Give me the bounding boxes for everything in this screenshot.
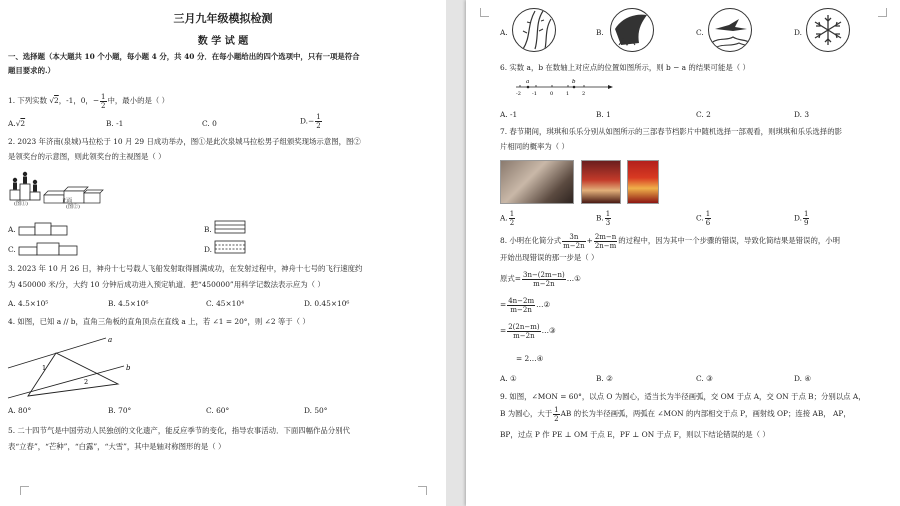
solar-term-image-b[interactable]: [610, 8, 654, 52]
q1-option-c[interactable]: C. 0: [202, 119, 217, 128]
question-7-line2: 片相同的概率为（ ）: [500, 142, 569, 151]
question-4: 4. 如图，已知 a // b，直角三角板的直角顶点在直线 a 上，若 ∠1 = 20°，则 ∠2 等于（ ）: [8, 317, 310, 326]
q5-option-b[interactable]: B.: [596, 28, 604, 37]
q8-step-4: = 2…④: [516, 354, 544, 363]
question-2-line2: 是领奖台的示意图，则此领奖台的主视图是（ ）: [8, 152, 166, 161]
number-line-figure: [514, 77, 614, 97]
q5-option-d[interactable]: D.: [794, 28, 803, 37]
question-6: 6. 实数 a，b 在数轴上对应点的位置如图所示，则 b − a 的结果可能是（ ）: [500, 63, 750, 72]
solar-term-image-c[interactable]: [708, 8, 752, 52]
q3-option-d[interactable]: D. 0.45×10⁶: [304, 299, 350, 308]
exam-page-left: [0, 0, 446, 506]
q1-fraction: $\frac{1}{2}$: [101, 92, 106, 110]
q8-option-d[interactable]: D. ④: [794, 374, 811, 383]
q7-option-c[interactable]: C. $\frac{1}{6}$: [696, 210, 711, 227]
exam-subject: 数 学 试 题: [197, 36, 249, 47]
svg-text:2: 2: [84, 378, 89, 386]
movie-poster-1: [500, 160, 574, 204]
q2-option-d-figure[interactable]: [214, 240, 248, 254]
q4-option-c[interactable]: C. 60°: [206, 406, 230, 415]
exam-page-right: [466, 0, 900, 506]
question-1: 1. 下列实数 √2，-1，0，− $\frac{1}{2}$ 中，最小的是（ ）: [8, 92, 169, 110]
q3-option-c[interactable]: C. 45×10⁴: [206, 299, 245, 308]
q3-option-b[interactable]: B. 4.5×10⁶: [108, 299, 149, 308]
q7-option-d[interactable]: D. $\frac{1}{9}$: [794, 210, 809, 227]
q5-option-c[interactable]: C.: [696, 28, 704, 37]
movie-poster-2: [581, 160, 621, 204]
q2-option-a[interactable]: A.: [8, 225, 16, 234]
q1-option-a[interactable]: A.√2: [8, 119, 26, 128]
page-corner-mark: [418, 486, 427, 495]
movie-poster-3: [627, 160, 659, 204]
section1-heading-cont: 题目要求的.）: [8, 66, 55, 75]
q1-mid: ，-1，0，: [58, 96, 93, 105]
q4-option-d[interactable]: D. 50°: [304, 406, 328, 415]
svg-text:1: 1: [566, 91, 570, 97]
q1-option-b[interactable]: B. -1: [106, 119, 124, 128]
svg-text:-2: -2: [516, 91, 521, 97]
q6-option-b[interactable]: B. 1: [596, 110, 611, 119]
q2-option-b[interactable]: B.: [204, 225, 212, 234]
q2-option-c[interactable]: C.: [8, 245, 16, 254]
q5-option-a[interactable]: A.: [500, 28, 508, 37]
q4-option-b[interactable]: B. 70°: [108, 406, 132, 415]
question-9-line1: 9. 如图，∠MON = 60°，以点 O 为圆心，适当长为半径画弧，交 OM 于点 A，交 ON 于点 B；分别以点 A，: [500, 392, 866, 401]
svg-text:b: b: [572, 79, 576, 85]
q8-option-b[interactable]: B. ②: [596, 374, 613, 383]
q1-sqrt: √2: [49, 96, 59, 105]
q6-option-c[interactable]: C. 2: [696, 110, 711, 119]
section1-heading: 一、选择题（本大题共 10 个小题，每小题 4 分，共 40 分．在每小题给出的四个选项中，只有一项是符合: [8, 52, 360, 61]
q2-option-a-figure[interactable]: [18, 222, 78, 236]
q8-step-1: 原式= $\frac{3n-(2m-n)}{m-2n}$ …①: [500, 270, 581, 288]
svg-text:0: 0: [550, 91, 554, 97]
q7-option-a[interactable]: A. $\frac{1}{2}$: [500, 210, 515, 227]
q8-step-3: = $\frac{2(2n-m)}{m-2n}$ …③: [500, 322, 556, 340]
front-view-label: 正面: [62, 198, 73, 204]
q1-option-d[interactable]: D.− $\frac{1}{2}$: [300, 113, 321, 130]
q3-option-a[interactable]: A. 4.5×10⁵: [8, 299, 49, 308]
question-3-line1: 3. 2023 年 10 月 26 日，神舟十七号载人飞船发射取得圆满成功，在发射过程中，神舟十七号的飞行速度约: [8, 264, 363, 273]
question-5-line2: 表“立春”，“芒种”，“白露”，“大雪”，其中是轴对称图形的是（ ）: [8, 442, 226, 451]
q8-option-c[interactable]: C. ③: [696, 374, 713, 383]
page-corner-mark: [480, 8, 489, 17]
figure-2-caption: (图②): [66, 204, 80, 210]
q2-option-d[interactable]: D.: [204, 245, 213, 254]
q6-option-a[interactable]: A. -1: [500, 110, 518, 119]
page-corner-mark: [20, 486, 29, 495]
q8-step-2: = $\frac{4n-2m}{m-2n}$ …②: [500, 296, 551, 314]
question-9-line3: BP，过点 P 作 PE ⊥ OM 于点 E，PF ⊥ ON 于点 F，则以下结论错误的是（ ）: [500, 430, 770, 439]
svg-text:a: a: [108, 336, 113, 344]
solar-term-image-a[interactable]: [512, 8, 556, 52]
question-8-line2: 开始出现错误的那一步是（ ）: [500, 253, 599, 262]
exam-title: 三月九年级模拟检测: [173, 12, 273, 25]
q4-option-a[interactable]: A. 80°: [8, 406, 32, 415]
svg-text:1: 1: [42, 364, 47, 372]
page-corner-mark: [878, 8, 887, 17]
q4-parallel-lines-figure: [6, 334, 146, 400]
page-separator: [446, 0, 466, 506]
q1-suffix: 中，最小的是（ ）: [107, 96, 169, 105]
question-7-line1: 7. 春节期间，琪琪和乐乐分别从如图所示的三部春节档影片中随机选择一部观看，则琪琪和乐乐选择的影: [500, 127, 842, 136]
q2-option-b-figure[interactable]: [214, 220, 248, 234]
svg-text:-1: -1: [532, 91, 537, 97]
q2-option-c-figure[interactable]: [18, 242, 80, 256]
q1-prefix: 1. 下列实数: [8, 96, 47, 105]
q8-option-a[interactable]: A. ①: [500, 374, 517, 383]
figure-1-caption: (图①): [14, 201, 28, 207]
question-3-line2: 为 450000 米/分，大约 10 分钟后成功进入预定轨道．把“450000”用科学记数法表示应为（ ）: [8, 280, 325, 289]
question-8-line1: 8. 小明在化简分式 $\frac{3n}{m-2n}$ + $\frac{2m-n}{2n-m}$ 的过程中，因为其中一个步骤的错误，导致化简结果是错误的，小明: [500, 232, 841, 250]
question-9-line2: B 为圆心，大于 $\frac{1}{2}$ AB 的长为半径画弧，两弧在 ∠MON 的内部相交于点 P，画射线 OP；连接 AB， AP，: [500, 405, 851, 423]
question-5-line1: 5. 二十四节气是中国劳动人民独创的文化遗产，能反应季节的变化，指导农事活动．下面四幅作品分别代: [8, 426, 350, 435]
solar-term-image-d[interactable]: [806, 8, 850, 52]
podium-figure-1: [8, 170, 44, 204]
svg-text:a: a: [526, 79, 530, 85]
svg-text:b: b: [126, 364, 131, 372]
svg-text:2: 2: [582, 91, 586, 97]
question-2-line1: 2. 2023 年济南(泉城)马拉松于 10 月 29 日成功举办，图①是此次泉城马拉松男子组颁奖现场示意图，图②: [8, 137, 361, 146]
q7-option-b[interactable]: B. $\frac{1}{3}$: [596, 210, 611, 227]
q6-option-d[interactable]: D. 3: [794, 110, 810, 119]
